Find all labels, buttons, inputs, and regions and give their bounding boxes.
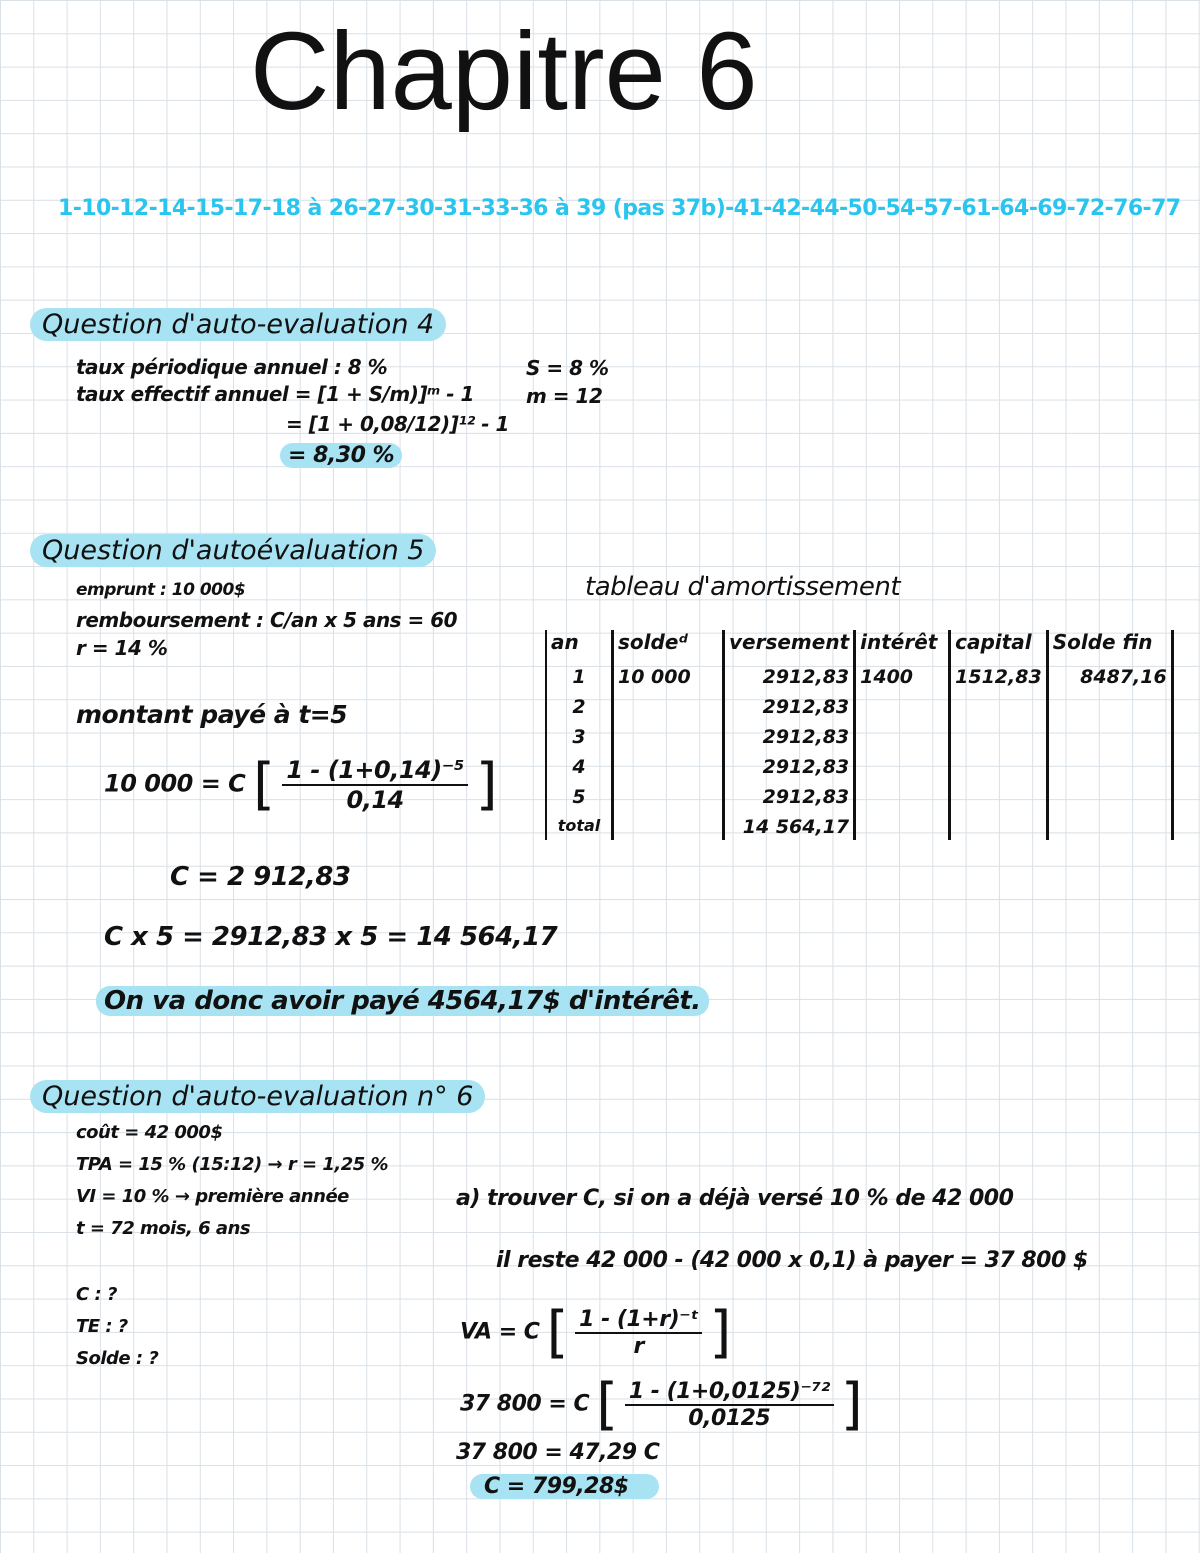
cell [1047,786,1172,816]
right-bracket: ] [475,752,498,817]
cell [950,786,1048,816]
q6-eq-denominator: 0,0125 [688,1405,771,1431]
table-row [546,756,1172,786]
right-bracket: ] [840,1372,863,1437]
q6-cout: coût = 42 000$ [76,1122,223,1143]
q5-total-line: C x 5 = 2912,83 x 5 = 14 564,17 [104,922,558,952]
cell: 2912,83 [724,696,855,726]
left-bracket: [ [596,1372,618,1437]
cell: 3 [546,726,613,756]
table-row [546,726,1172,756]
q6-header: Question d'auto-evaluation n° 6 [30,1080,485,1113]
cell [613,786,724,816]
q4-result: = 8,30 % [280,443,402,468]
q6-vi: VI = 10 % → première année [76,1186,349,1207]
cell: 14 564,17 [724,816,855,840]
cell [855,756,950,786]
q6-va-formula [460,1300,731,1365]
col-versement: versement [724,630,855,666]
table-total-row [546,816,1172,840]
q5-emprunt: emprunt : 10 000$ [76,580,246,600]
q6-eq-numerator: 1 - (1+0,0125)⁻⁷² [625,1379,834,1406]
cell [613,726,724,756]
q6-reste: il reste 42 000 - (42 000 x 0,1) à payer = 37 800 $ [496,1248,1088,1273]
cell [950,756,1048,786]
q6-eq3: 37 800 = 47,29 C [456,1440,660,1465]
q5-eq-numerator: 1 - (1+0,14)⁻⁵ [282,756,468,786]
q6-eq-left: 37 800 = C [460,1391,590,1417]
cell [1047,696,1172,726]
q4-periodic-rate: taux périodique annuel : 8 % [76,355,388,379]
table-header-row [546,630,1172,666]
q4-given-s: S = 8 % [526,356,609,380]
cell [613,816,724,840]
cell: 2912,83 [724,756,855,786]
cell [855,696,950,726]
q5-fraction [282,756,468,814]
q6-va-numerator: 1 - (1+r)⁻ᵗ [575,1307,702,1334]
q6-equation [460,1372,862,1437]
q5-equation [104,752,497,817]
q5-header: Question d'autoévaluation 5 [30,534,436,567]
exercise-list: 1-10-12-14-15-17-18 à 26-27-30-31-33-36 à 39 (pas 37b)-41-42-44-50-54-57-61-64-69-72-76-77 [58,196,1181,221]
cell [1047,816,1172,840]
cell [855,786,950,816]
col-solde-fin: Solde fin [1047,630,1172,666]
cell [1047,756,1172,786]
cell: 8487,16 [1047,666,1172,696]
q6-result: C = 799,28$ [470,1474,659,1499]
cell: 1512,83 [950,666,1048,696]
q5-eq-left: 10 000 = C [104,769,246,798]
table-row [546,696,1172,726]
col-solde: soldeᵈ [613,630,724,666]
table-row [546,666,1172,696]
q4-effective-rate: taux effectif annuel = [1 + S/m)]ᵐ - 1 [76,382,474,406]
cell: 4 [546,756,613,786]
cell: 2912,83 [724,786,855,816]
left-bracket: [ [546,1300,568,1365]
cell [855,726,950,756]
page-title: Chapitre 6 [250,10,758,133]
cell [950,726,1048,756]
col-capital: capital [950,630,1048,666]
cell: 2 [546,696,613,726]
q5-conclusion: On va donc avoir payé 4564,17$ d'intérêt. [96,986,709,1016]
q6-te-unknown: TE : ? [76,1316,128,1337]
left-bracket: [ [253,752,275,817]
q6-c-unknown: C : ? [76,1284,117,1305]
table-row [546,786,1172,816]
cell: 2912,83 [724,666,855,696]
cell [950,816,1048,840]
q6-va-denominator: r [633,1333,644,1359]
cell: 10 000 [613,666,724,696]
col-an: an [546,630,613,666]
cell [855,816,950,840]
col-interet: intérêt [855,630,950,666]
right-bracket: ] [709,1300,731,1365]
q5-c-value: C = 2 912,83 [170,862,351,892]
q6-eq-fraction [625,1379,834,1431]
q5-rate: r = 14 % [76,636,168,660]
q6-part-a: a) trouver C, si on a déjà versé 10 % de 42 000 [456,1186,1014,1211]
cell [613,696,724,726]
cell [1047,726,1172,756]
cell: 2912,83 [724,726,855,756]
q6-t: t = 72 mois, 6 ans [76,1218,251,1239]
cell: 5 [546,786,613,816]
q5-montant-label: montant payé à t=5 [76,700,348,729]
q6-va-fraction [575,1307,702,1359]
q4-given-m: m = 12 [526,384,603,408]
q4-header: Question d'auto-evaluation 4 [30,308,446,341]
amortization-table [545,630,1174,840]
cell: 1400 [855,666,950,696]
table-title: tableau d'amortissement [585,572,901,602]
cell [613,756,724,786]
cell [950,696,1048,726]
q4-substitution: = [1 + 0,08/12)]¹² - 1 [286,412,509,436]
q5-remboursement: remboursement : C/an x 5 ans = 60 [76,608,458,632]
q5-eq-denominator: 0,14 [346,785,404,814]
cell: 1 [546,666,613,696]
cell: total [546,816,613,840]
q6-tpa: TPA = 15 % (15:12) → r = 1,25 % [76,1154,389,1175]
q6-solde-unknown: Solde : ? [76,1348,159,1369]
q6-va-left: VA = C [460,1319,540,1345]
